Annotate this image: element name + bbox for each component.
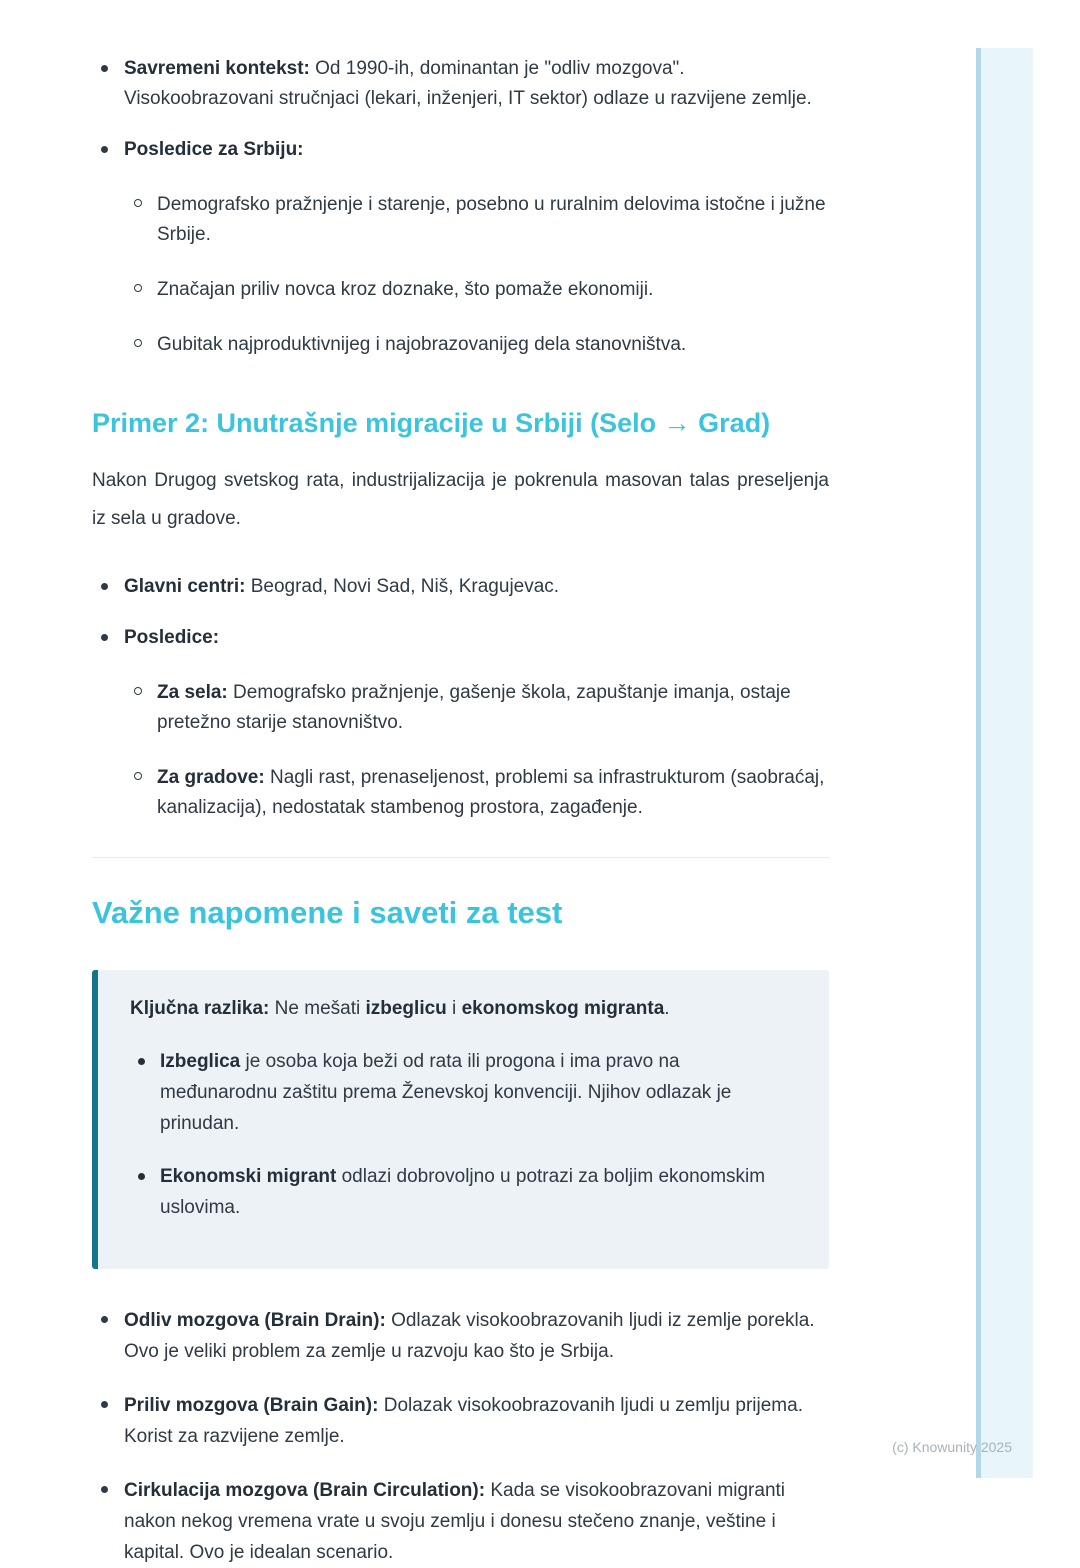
callout-item-label: Ekonomski migrant [160, 1166, 337, 1187]
document-content [92, 54, 829, 1568]
sub-item-text: Demografsko pražnjenje, gašenje škola, zapuštanje imanja, ostaje pretežno starije stanovništvo. [157, 682, 791, 733]
sub-list [124, 678, 829, 823]
callout-lead-bold: izbeglicu [365, 998, 447, 1019]
sub-list-item [124, 678, 829, 738]
section-divider [92, 857, 829, 858]
circle-bullet-icon [134, 339, 142, 347]
callout-item-text: odlazi dobrovoljno u potrazi za boljim ekonomskim uslovima. [160, 1166, 766, 1218]
callout-item-label: Izbeglica [160, 1051, 241, 1072]
bullet-icon [101, 65, 108, 72]
list-item [92, 1305, 829, 1367]
section-heading-notes: Važne napomene i saveti za test [92, 895, 563, 930]
bullet-icon [138, 1058, 145, 1065]
list-item [92, 623, 829, 823]
bullet-icon [101, 1486, 108, 1493]
sub-list-item [124, 275, 829, 305]
circle-bullet-icon [134, 284, 142, 292]
bullet-icon [101, 1401, 108, 1408]
list-item [92, 135, 829, 360]
list-item-label: Odliv mozgova (Brain Drain): [124, 1310, 386, 1331]
page-edge-strip [976, 48, 1033, 1478]
bullet-icon [101, 583, 108, 590]
bullet-icon [101, 146, 108, 153]
callout-lead-text: Ne mešati [269, 998, 366, 1019]
bullet-icon [138, 1173, 145, 1180]
sub-item-text: Značajan priliv novca kroz doznake, što pomaže ekonomiji. [157, 279, 654, 300]
list-item [92, 1390, 829, 1452]
sub-item-text: Demografsko pražnjenje i starenje, posebno u ruralnim delovima istočne i južne Srbije. [157, 194, 826, 245]
sub-item-label: Za sela: [157, 682, 228, 703]
bullet-list-brain-terms [92, 1305, 829, 1568]
sub-list [124, 190, 829, 360]
key-difference-callout [92, 970, 829, 1269]
section-heading-primer2: Primer 2: Unutrašnje migracije u Srbiji (Selo → Grad) [92, 408, 771, 438]
sub-item-text: Gubitak najproduktivnijeg i najobrazovanijeg dela stanovništva. [157, 334, 687, 355]
sub-item-text: Nagli rast, prenaseljenost, problemi sa infrastrukturom (saobraćaj, kanalizacija), nedostatak stambenog prostora, zagađenje. [157, 767, 825, 818]
callout-item-text: je osoba koja beži od rata ili progona i ima pravo na međunarodnu zaštitu prema Ženevskoj konvenciji. Njihov odlazak je prinudan. [160, 1051, 732, 1134]
callout-bullet-list [130, 1046, 799, 1223]
list-item-text: Dolazak visokoobrazovanih ljudi u zemlju prijema. Korist za razvijene zemlje. [124, 1395, 803, 1447]
list-item [92, 572, 829, 602]
sub-list-item [124, 763, 829, 823]
list-item-text: Beograd, Novi Sad, Niš, Kragujevac. [245, 576, 560, 597]
list-item-label: Savremeni kontekst: [124, 58, 310, 79]
bullet-list-top [92, 54, 829, 360]
callout-list-item [130, 1161, 799, 1223]
circle-bullet-icon [134, 199, 142, 207]
list-item-label: Posledice za Srbiju: [124, 139, 304, 160]
callout-lead-bold: ekonomskog migranta [461, 998, 665, 1019]
list-item-text: Odlazak visokoobrazovanih ljudi iz zemlje porekla. Ovo je veliki problem za zemlje u razvoju kao što je Srbija. [124, 1310, 815, 1362]
list-item-text: Od 1990-ih, dominantan je "odliv mozgova". Visokoobrazovani stručnjaci (lekari, inženjeri, IT sektor) odlaze u razvijene zemlje. [124, 58, 812, 109]
sub-list-item [124, 190, 829, 250]
circle-bullet-icon [134, 772, 142, 780]
list-item-label: Glavni centri: [124, 576, 246, 597]
intro-paragraph: Nakon Drugog svetskog rata, industrijalizacija je pokrenula masovan talas preseljenja iz sela u gradove. [92, 470, 829, 529]
sub-list-item [124, 330, 829, 360]
copyright-footer: (c) Knowunity 2025 [892, 1439, 1012, 1455]
bullet-list-primer2 [92, 572, 829, 823]
list-item [92, 1475, 829, 1568]
bullet-icon [101, 1316, 108, 1323]
list-item [92, 54, 829, 114]
list-item-label: Priliv mozgova (Brain Gain): [124, 1395, 379, 1416]
circle-bullet-icon [134, 687, 142, 695]
list-item-label: Cirkulacija mozgova (Brain Circulation): [124, 1480, 486, 1501]
list-item-text: Kada se visokoobrazovani migranti nakon nekog vremena vrate u svoju zemlju i donesu stečeno znanje, veštine i kapital. Ovo je idealan scenario. [124, 1480, 786, 1563]
sub-item-label: Za gradove: [157, 767, 265, 788]
callout-lead-label: Ključna razlika: [130, 998, 270, 1019]
callout-list-item [130, 1046, 799, 1139]
bullet-icon [101, 634, 108, 641]
callout-lead [130, 994, 799, 1024]
list-item-label: Posledice: [124, 627, 220, 648]
callout-lead-text: . [664, 998, 670, 1019]
callout-lead-text: i [446, 998, 462, 1019]
